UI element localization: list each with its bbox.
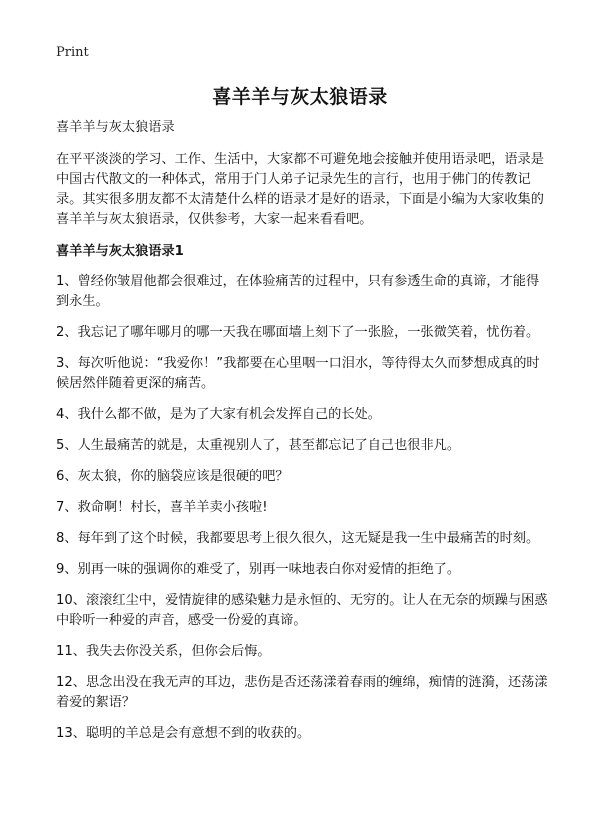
quote-item: 10、滚滚红尘中，爱情旋律的感染魅力是永恒的、无穷的。让人在无奈的烦躁与困惑中聆听一种爱的声音，感受一份爱的真谛。 bbox=[56, 593, 548, 628]
intro-paragraph: 在平平淡淡的学习、工作、生活中，大家都不可避免地会接触并使用语录吧，语录是中国古代散文的一种体式，常用于门人弟子记录先生的言行，也用于佛门的传教记录。其实很多朋友都不太清楚什么样的语录才是好的语录，下面是小编为大家收集的喜羊羊与灰太狼语录，仅供参考，大家一起来看看吧。 bbox=[56, 152, 544, 227]
quote-item: 13、聪明的羊总是会有意想不到的收获的。 bbox=[56, 726, 311, 741]
document-body bbox=[56, 118, 548, 755]
quote-item: 12、思念出没在我无声的耳边，悲伤是否还荡漾着春雨的缠绵，痴情的涟漪，还荡漾着爱的絮语？ bbox=[56, 675, 548, 710]
section-heading: 喜羊羊与灰太狼语录1 bbox=[56, 244, 184, 259]
quote-item: 5、人生最痛苦的就是，太重视别人了，甚至都忘记了自己也很非凡。 bbox=[56, 438, 461, 453]
quote-item: 11、我失去你没关系，但你会后悔。 bbox=[56, 644, 271, 659]
quote-item: 1、曾经你皱眉他都会很难过，在体验痛苦的过程中，只有参透生命的真谛，才能得到永生。 bbox=[56, 274, 540, 309]
print-link[interactable]: Print bbox=[56, 45, 89, 60]
quote-item: 6、灰太狼，你的脑袋应该是很硬的吧？ bbox=[56, 469, 289, 484]
quote-item: 9、别再一味的强调你的难受了，别再一味地表白你对爱情的拒绝了。 bbox=[56, 562, 461, 577]
page-title: 喜羊羊与灰太狼语录 bbox=[212, 86, 388, 108]
quote-list bbox=[56, 272, 548, 744]
quote-item: 3、每次听他说：“我爱你！”我都要在心里咽一口泪水，等待得太久而梦想成真的时候居然伴随着更深的痛苦。 bbox=[56, 356, 540, 391]
quote-item: 8、每年到了这个时候，我都要思考上很久很久，这无疑是我一生中最痛苦的时刻。 bbox=[56, 531, 540, 546]
document-subtitle: 喜羊羊与灰太狼语录 bbox=[56, 120, 175, 135]
quote-item: 2、我忘记了哪年哪月的哪一天我在哪面墙上刻下了一张脸，一张微笑着，忧伤着。 bbox=[56, 325, 540, 340]
quote-item: 4、我什么都不做，是为了大家有机会发挥自己的长处。 bbox=[56, 407, 381, 422]
quote-item: 7、救命啊！村长，喜羊羊卖小孩啦! bbox=[56, 500, 268, 515]
